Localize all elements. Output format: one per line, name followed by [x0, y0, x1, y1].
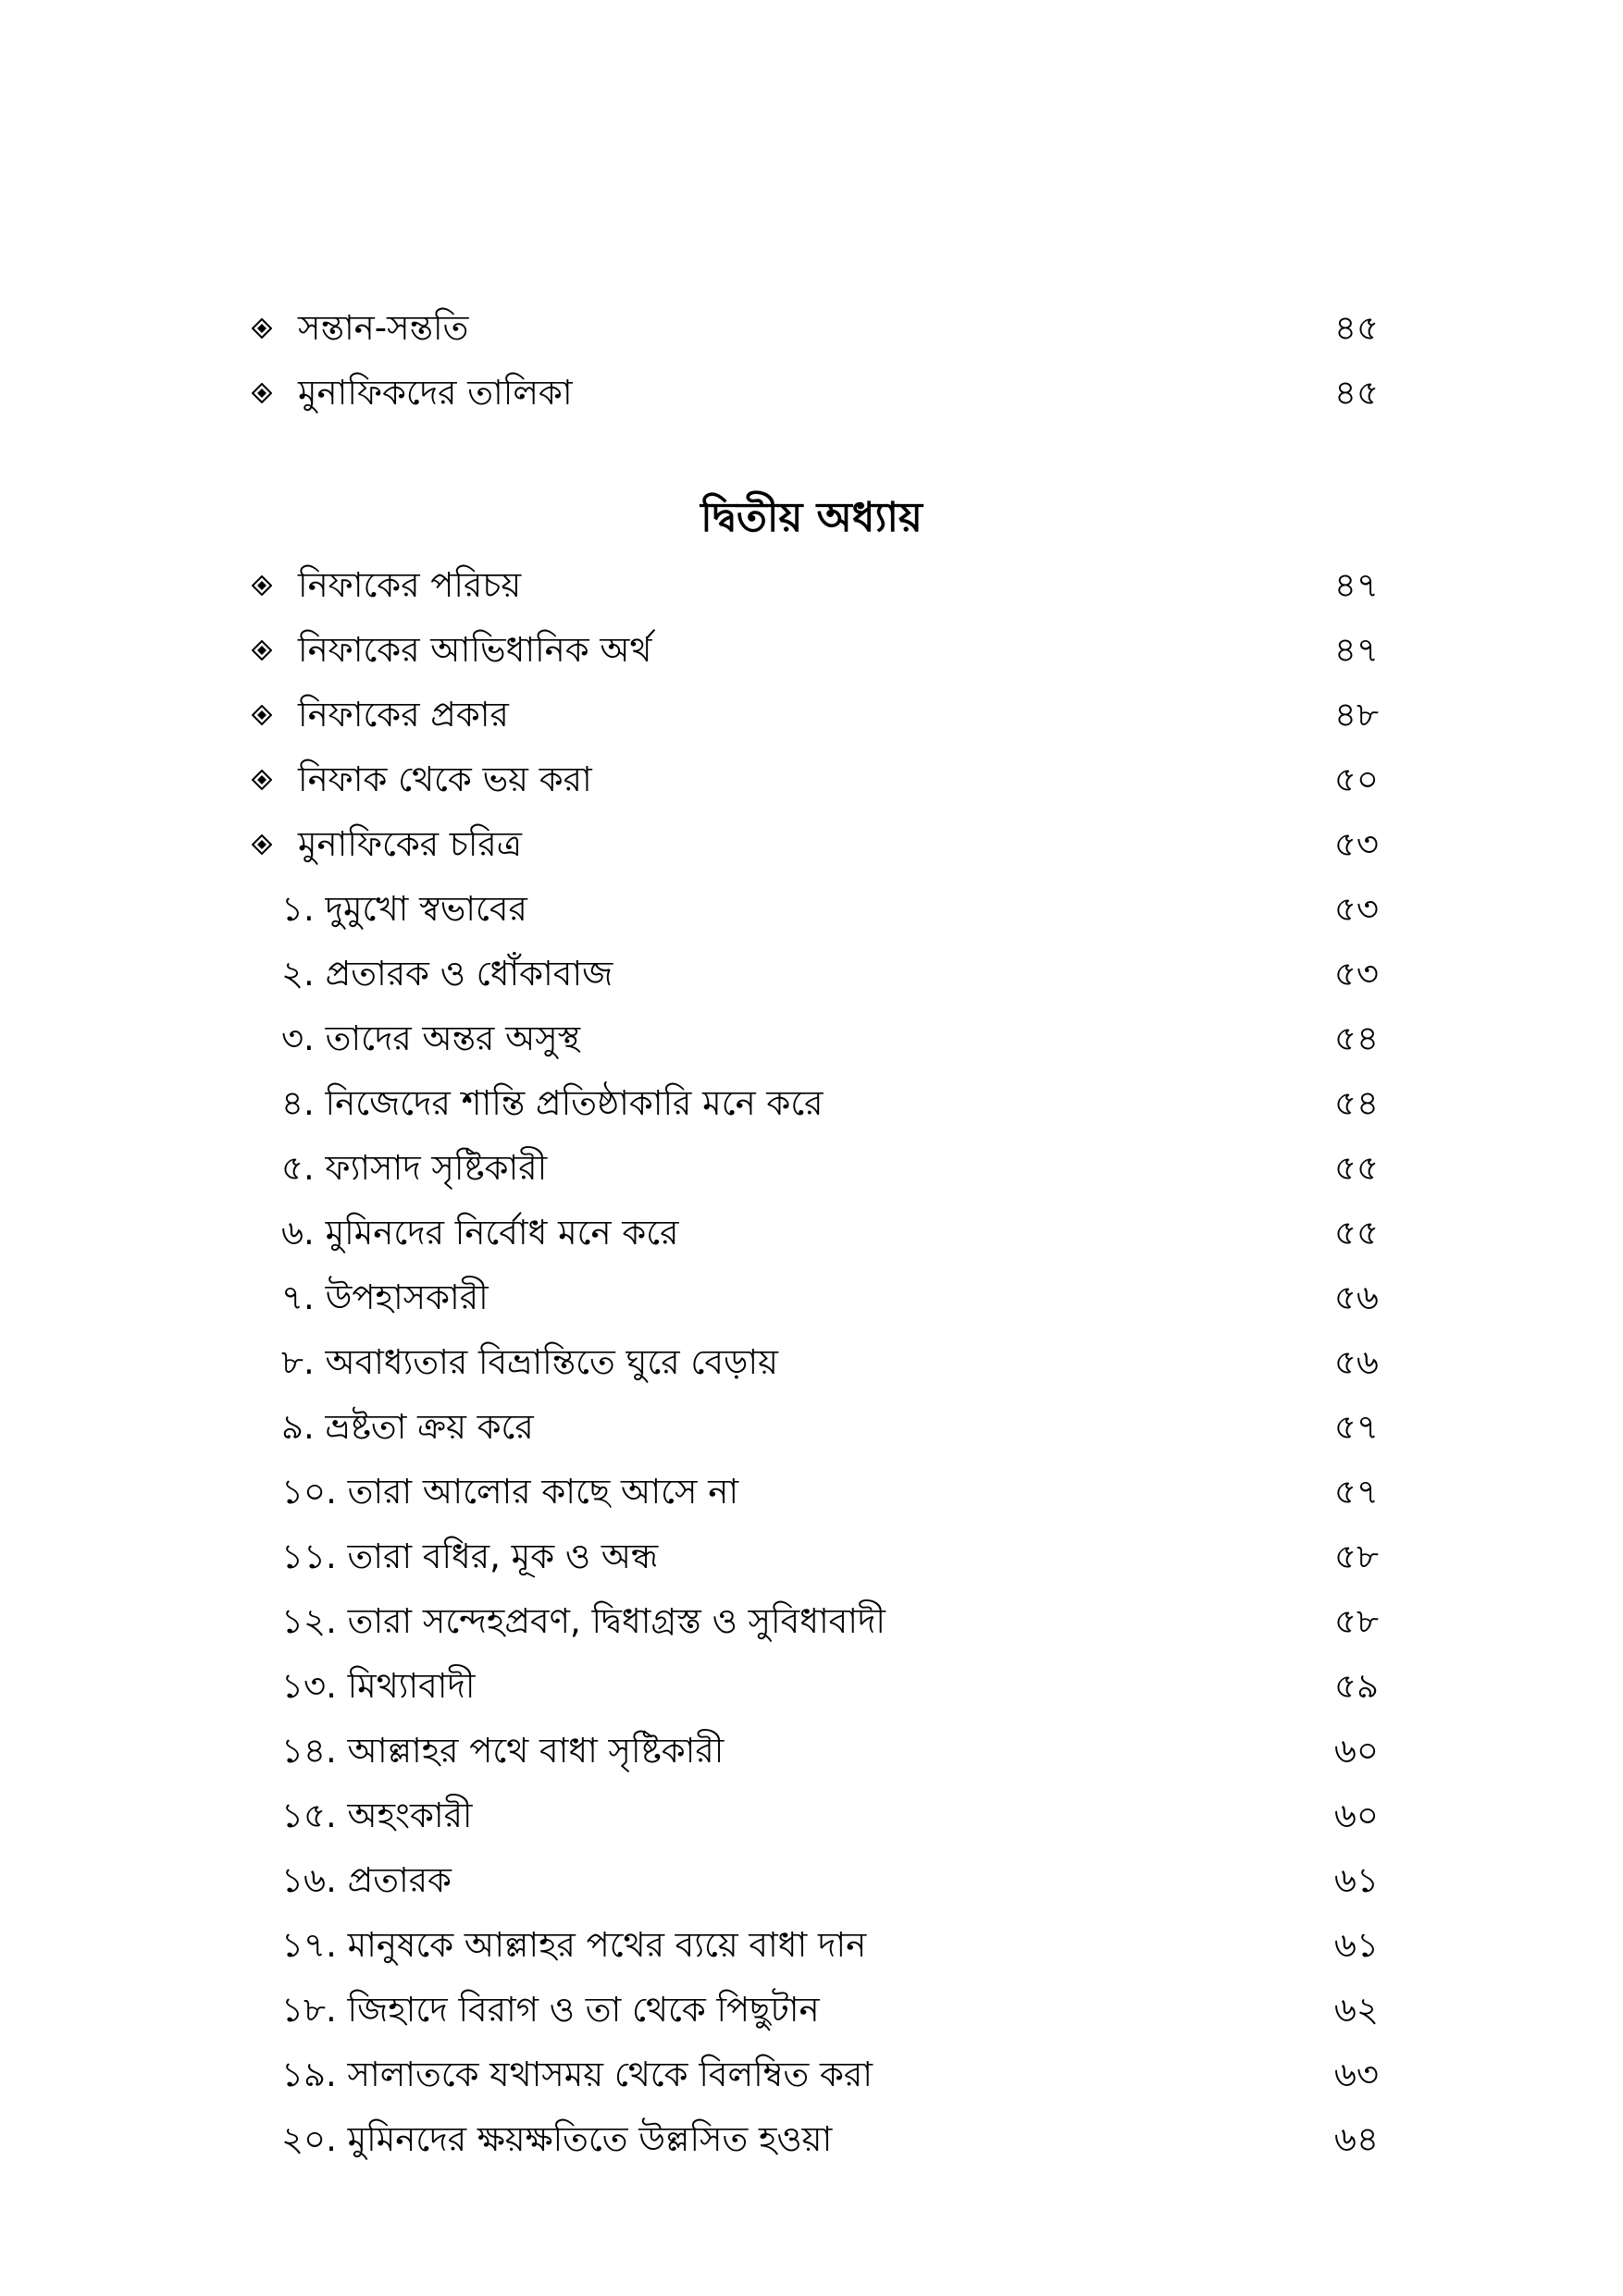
toc-sub-entry-label: ১৯. সালাতকে যথাসময় থেকে বিলম্বিত করা [281, 2055, 873, 2094]
toc-entry [0, 562, 1623, 627]
toc-sub-entry-page-number: ৫৮ [1333, 1601, 1379, 1641]
toc-entry [0, 305, 1623, 370]
toc-sub-entry-page-number: ৫৬ [1333, 1342, 1379, 1382]
toc-sub-entry [0, 2052, 1623, 2117]
toc-sub-entry-label: ১৭. মানুষকে আল্লাহর পথের ব্যয়ে বাধা দান [281, 1925, 867, 1965]
toc-entry [0, 821, 1623, 886]
toc-entry-label: মুনাফিকদের তালিকা [298, 373, 573, 413]
toc-sub-entry-page-number: ৫৪ [1333, 1018, 1379, 1058]
toc-sub-entry [0, 1080, 1623, 1145]
toc-sub-entry [0, 1599, 1623, 1663]
toc-sub-entry-page-number: ৬২ [1333, 1990, 1379, 2030]
toc-entry-page-number: ৫৩ [1333, 824, 1379, 864]
toc-sub-entry-label: ১৬. প্রতারক [281, 1860, 452, 1900]
toc-entry [0, 692, 1623, 757]
toc-sub-entry-label: ৬. মুমিনদের নির্বোধ মনে করে [281, 1213, 679, 1253]
toc-sub-entry-label: ১৮. জিহাদে বিরাগ ও তা থেকে পিছুটান [281, 1990, 820, 2030]
toc-entry-label: নিফাকের প্রকার [298, 695, 509, 734]
toc-entry-page-number: ৪৭ [1333, 565, 1379, 605]
toc-entry-page-number: ৪৫ [1333, 308, 1379, 348]
toc-sub-entry [0, 1793, 1623, 1858]
toc-sub-entry-label: ১২. তারা সন্দেহপ্রবণ, দ্বিধাগ্রস্ত ও সুবিধাবাদী [281, 1601, 886, 1641]
toc-sub-entry [0, 1275, 1623, 1339]
toc-sub-entry [0, 1534, 1623, 1599]
toc-sub-entry-label: ২. প্রতারক ও ধোঁকাবাজ [281, 954, 613, 994]
toc-sub-entry-page-number: ৫৭ [1333, 1472, 1379, 1512]
toc-sub-entry [0, 1339, 1623, 1404]
toc-entry-label: মুনাফিকের চরিত্র [298, 824, 522, 864]
toc-sub-entry-label: ১১. তারা বধির, মূক ও অন্ধ [281, 1537, 659, 1576]
toc-entry-label: নিফাক থেকে ভয় করা [298, 759, 592, 799]
chapter-title: দ্বিতীয় অধ্যায় [700, 494, 923, 541]
toc-sub-entry-page-number: ৫৩ [1333, 889, 1379, 929]
toc-sub-entry [0, 1210, 1623, 1275]
toc-sub-entry [0, 1728, 1623, 1793]
toc-entry-label: নিফাকের আভিধানিক অর্থ [298, 630, 652, 670]
toc-sub-entry-page-number: ৬৪ [1333, 2119, 1379, 2159]
toc-sub-entry [0, 951, 1623, 1016]
toc-sub-entry-page-number: ৫৯ [1333, 1666, 1379, 1706]
toc-entry [0, 627, 1623, 692]
toc-entry-label: সন্তান-সন্ততি [298, 308, 469, 348]
toc-sub-entry [0, 1663, 1623, 1728]
toc-sub-entry-label: ১০. তারা আলোর কাছে আসে না [281, 1472, 739, 1512]
toc-sub-entry [0, 1469, 1623, 1534]
toc-sub-entry-label: ১. দুমুখো স্বভাবের [281, 889, 527, 929]
toc-sub-entry [0, 1858, 1623, 1922]
toc-sub-entry-label: ১৩. মিথ্যাবাদী [281, 1666, 476, 1706]
toc-entry-page-number: ৪৭ [1333, 630, 1379, 670]
toc-sub-entry [0, 1145, 1623, 1210]
diamond-bullet-icon [252, 834, 272, 855]
diamond-bullet-icon [252, 383, 272, 403]
toc-entry-page-number: ৪৮ [1333, 695, 1379, 734]
toc-sub-entry-page-number: ৫৩ [1333, 954, 1379, 994]
toc-sub-entry-label: ৫. ফ্যাসাদ সৃষ্টিকারী [281, 1148, 548, 1188]
toc-entry-page-number: ৫০ [1333, 759, 1379, 799]
toc-sub-entry-page-number: ৬০ [1333, 1796, 1379, 1835]
toc-sub-entry [0, 1922, 1623, 1987]
toc-sub-entry [0, 1016, 1623, 1080]
diamond-bullet-icon [252, 640, 272, 660]
toc-sub-entry-label: ৮. অবাধ্যতার বিভ্রান্তিতে ঘুরে বেড়ায় [281, 1342, 778, 1382]
toc-entry-page-number: ৪৫ [1333, 373, 1379, 413]
toc-sub-entry-label: ৪. নিজেদের শান্তি প্রতিষ্ঠাকারি মনে করে [281, 1083, 824, 1123]
toc-sub-entry-label: ১৫. অহংকারী [281, 1796, 473, 1835]
toc-sub-entry-page-number: ৫৭ [1333, 1407, 1379, 1447]
diamond-bullet-icon [252, 318, 272, 339]
toc-sub-entry-page-number: ৫৬ [1333, 1278, 1379, 1317]
toc-sub-entry-page-number: ৫৪ [1333, 1083, 1379, 1123]
diamond-bullet-icon [252, 770, 272, 790]
toc-sub-entry-page-number: ৬১ [1333, 1925, 1379, 1965]
toc-sub-entry [0, 2117, 1623, 2181]
toc-sub-entry-label: ৯. ভ্রষ্টতা ক্রয় করে [281, 1407, 534, 1447]
toc-sub-entry-page-number: ৫৫ [1333, 1213, 1379, 1253]
toc-sub-entry [0, 1404, 1623, 1469]
diamond-bullet-icon [252, 575, 272, 596]
toc-sub-entry [0, 886, 1623, 951]
toc-entry [0, 370, 1623, 435]
toc-sub-entry-page-number: ৬০ [1333, 1731, 1379, 1771]
toc-entry-label: নিফাকের পরিচয় [298, 565, 522, 605]
toc-sub-entry-label: ১৪. আল্লাহর পথে বাধা সৃষ্টিকারী [281, 1731, 725, 1771]
diamond-bullet-icon [252, 705, 272, 725]
toc-sub-entry-label: ৩. তাদের অন্তর অসুস্থ [281, 1018, 581, 1058]
toc-entry [0, 757, 1623, 821]
toc-sub-entry-page-number: ৫৫ [1333, 1148, 1379, 1188]
toc-sub-entry-label: ৭. উপহাসকারী [281, 1278, 489, 1317]
toc-sub-entry-page-number: ৬১ [1333, 1860, 1379, 1900]
toc-sub-entry [0, 1987, 1623, 2052]
toc-sub-entry-page-number: ৫৮ [1333, 1537, 1379, 1576]
toc-sub-entry-label: ২০. মুমিনদের ক্ষয়ক্ষতিতে উল্লসিত হওয়া [281, 2119, 833, 2159]
toc-sub-entry-page-number: ৬৩ [1333, 2055, 1379, 2094]
